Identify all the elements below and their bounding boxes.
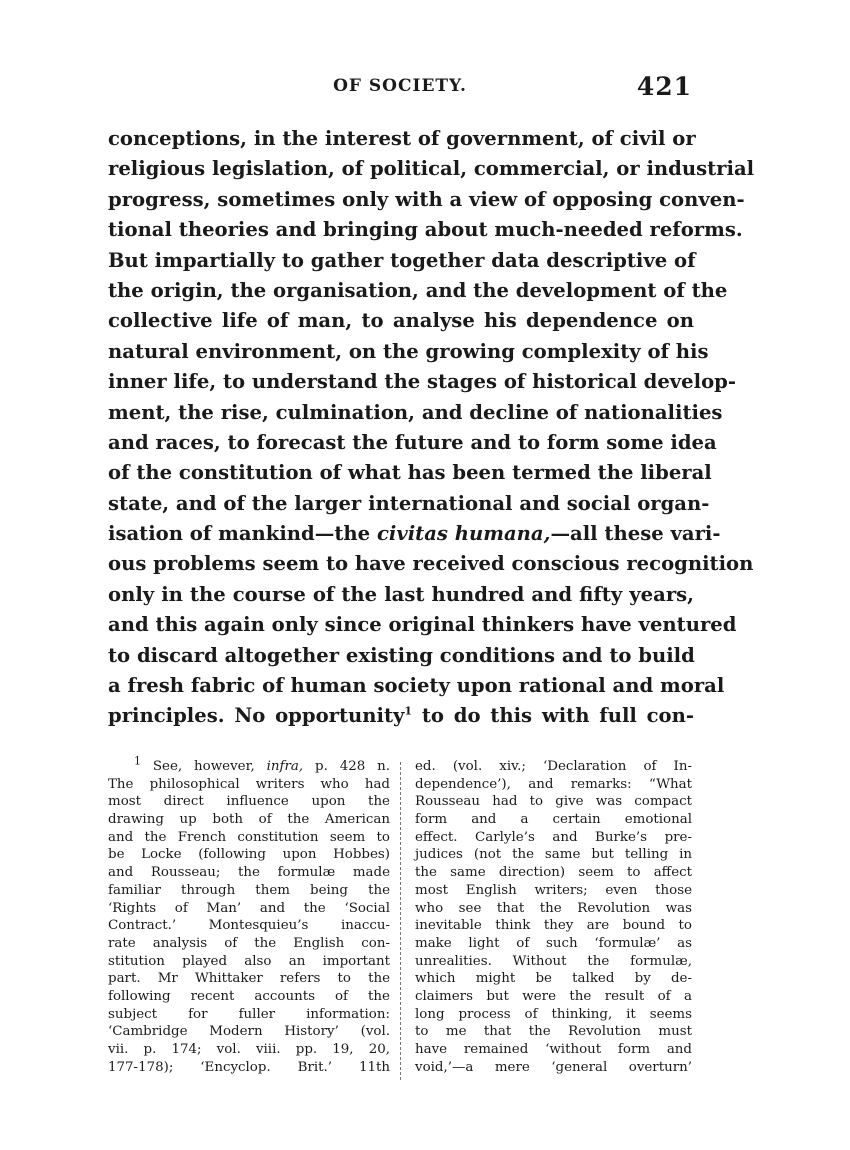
text-line: ment, the rise, culmination, and decline of nationalities xyxy=(108,400,723,424)
footnote-line: following recent accounts of the xyxy=(108,988,390,1004)
footnote-line: part. Mr Whittaker refers to the xyxy=(108,971,390,987)
footnote-line: familiar through them being the xyxy=(108,882,390,898)
footnote-line: void,’—a mere ‘general overturn’ xyxy=(415,1059,692,1075)
footnote-line: have remained ‘without form and xyxy=(415,1042,692,1057)
footnote-line: Contract.’ Montesquieu’s inaccu- xyxy=(108,918,390,934)
footnote-marker: 1 xyxy=(404,704,413,718)
footnote-line: the same direction) seem to affect xyxy=(415,865,692,881)
footnote-line: most English writers; even those xyxy=(415,882,692,898)
text-line: tional theories and bringing about much-needed reforms. xyxy=(108,218,743,242)
footnote-line: be Locke (following upon Hobbes) xyxy=(108,847,390,863)
text-segment: See, however, xyxy=(141,759,267,774)
text-line: only in the course of the last hundred and fifty years, xyxy=(108,582,694,606)
text-line: state, and of the larger international and social organ- xyxy=(108,491,710,515)
column-divider xyxy=(400,762,401,1080)
text-line xyxy=(108,701,694,731)
footnote-line: subject for fuller information: xyxy=(108,1006,390,1022)
footnotes xyxy=(108,754,692,1088)
text-line: collective life of man, to analyse his dependence on xyxy=(108,309,694,333)
text-segment: p. 428 n. xyxy=(303,759,390,774)
footnote-line: dependence’), and remarks: “What xyxy=(415,776,692,792)
footnote-line: who see that the Revolution was xyxy=(415,900,692,916)
text-line: a fresh fabric of human society upon rational and moral xyxy=(108,674,725,698)
footnote-line: Rousseau had to give was compact xyxy=(415,794,692,810)
text-line: ous problems seem to have received conscious recognition xyxy=(108,552,754,576)
footnote-line: ‘Cambridge Modern History’ (vol. xyxy=(108,1024,390,1040)
footnote-line: and Rousseau; the formulæ made xyxy=(108,865,390,881)
text-line: and this again only since original thinkers have ventured xyxy=(108,613,737,637)
text-line: of the constitution of what has been termed the liberal xyxy=(108,461,712,485)
text-line: conceptions, in the interest of government, of civil or xyxy=(108,127,696,150)
footnote-line: to me that the Revolution must xyxy=(415,1024,692,1040)
footnote-line: drawing up both of the American xyxy=(108,812,390,828)
text-segment: —all these vari- xyxy=(550,522,721,546)
footnote-line: 177-178); ‘Encyclop. Brit.’ 11th xyxy=(108,1059,390,1075)
footnote-line: rate analysis of the English con- xyxy=(108,935,390,951)
text-line xyxy=(108,519,721,549)
text-line: inner life, to understand the stages of historical develop- xyxy=(108,370,736,394)
text-line: natural environment, on the growing complexity of his xyxy=(108,339,709,363)
footnote-line: which might be talked by de- xyxy=(415,971,692,987)
footnote-line: stitution played also an important xyxy=(108,953,390,969)
text-line: But impartially to gather together data descriptive of xyxy=(108,248,696,272)
text-line: the origin, the organisation, and the development of the xyxy=(108,278,728,302)
footnote-line: long process of thinking, it seems xyxy=(415,1006,692,1022)
text-segment: principles. No opportunity xyxy=(108,704,405,728)
text-segment: isation of mankind—the xyxy=(108,522,371,546)
footnote-line: The philosophical writers who had xyxy=(108,776,390,792)
footnote-line: ‘Rights of Man’ and the ‘Social xyxy=(108,900,390,916)
footnote-column-left xyxy=(108,754,390,1076)
running-head xyxy=(108,72,692,104)
text-segment: to do this with full con- xyxy=(412,704,694,728)
footnote-line: form and a certain emotional xyxy=(415,812,692,828)
footnote-line: unrealities. Without the formulæ, xyxy=(415,953,692,969)
footnote-line: most direct influence upon the xyxy=(108,794,390,810)
italic-phrase: infra, xyxy=(266,759,304,774)
text-line: to discard altogether existing conditions and to build xyxy=(108,643,695,667)
footnote-line: effect. Carlyle’s and Burke’s pre- xyxy=(415,829,692,845)
footnote-line: inevitable think they are bound to xyxy=(415,918,692,934)
footnote-line xyxy=(108,754,390,776)
text-line: progress, sometimes only with a view of opposing conven- xyxy=(108,187,745,211)
text-line: and races, to forecast the future and to form some idea xyxy=(108,430,717,454)
italic-phrase: civitas humana, xyxy=(376,522,551,546)
main-text xyxy=(108,124,755,732)
footnote-line: judices (not the same but telling in xyxy=(415,847,692,863)
footnote-column-right xyxy=(415,758,692,1076)
running-title: OF SOCIETY. xyxy=(333,76,467,96)
footnote-line: vii. p. 174; vol. viii. pp. 19, 20, xyxy=(108,1042,390,1057)
page-number: 421 xyxy=(636,72,692,101)
footnote-number: 1 xyxy=(134,754,141,768)
footnote-line: make light of such ‘formulæ’ as xyxy=(415,935,692,951)
footnote-line: ed. (vol. xiv.; ‘Declaration of In- xyxy=(415,759,692,774)
text-line: religious legislation, of political, commercial, or industrial xyxy=(108,157,755,181)
footnote-line: claimers but were the result of a xyxy=(415,988,692,1004)
footnote-line: and the French constitution seem to xyxy=(108,829,390,845)
